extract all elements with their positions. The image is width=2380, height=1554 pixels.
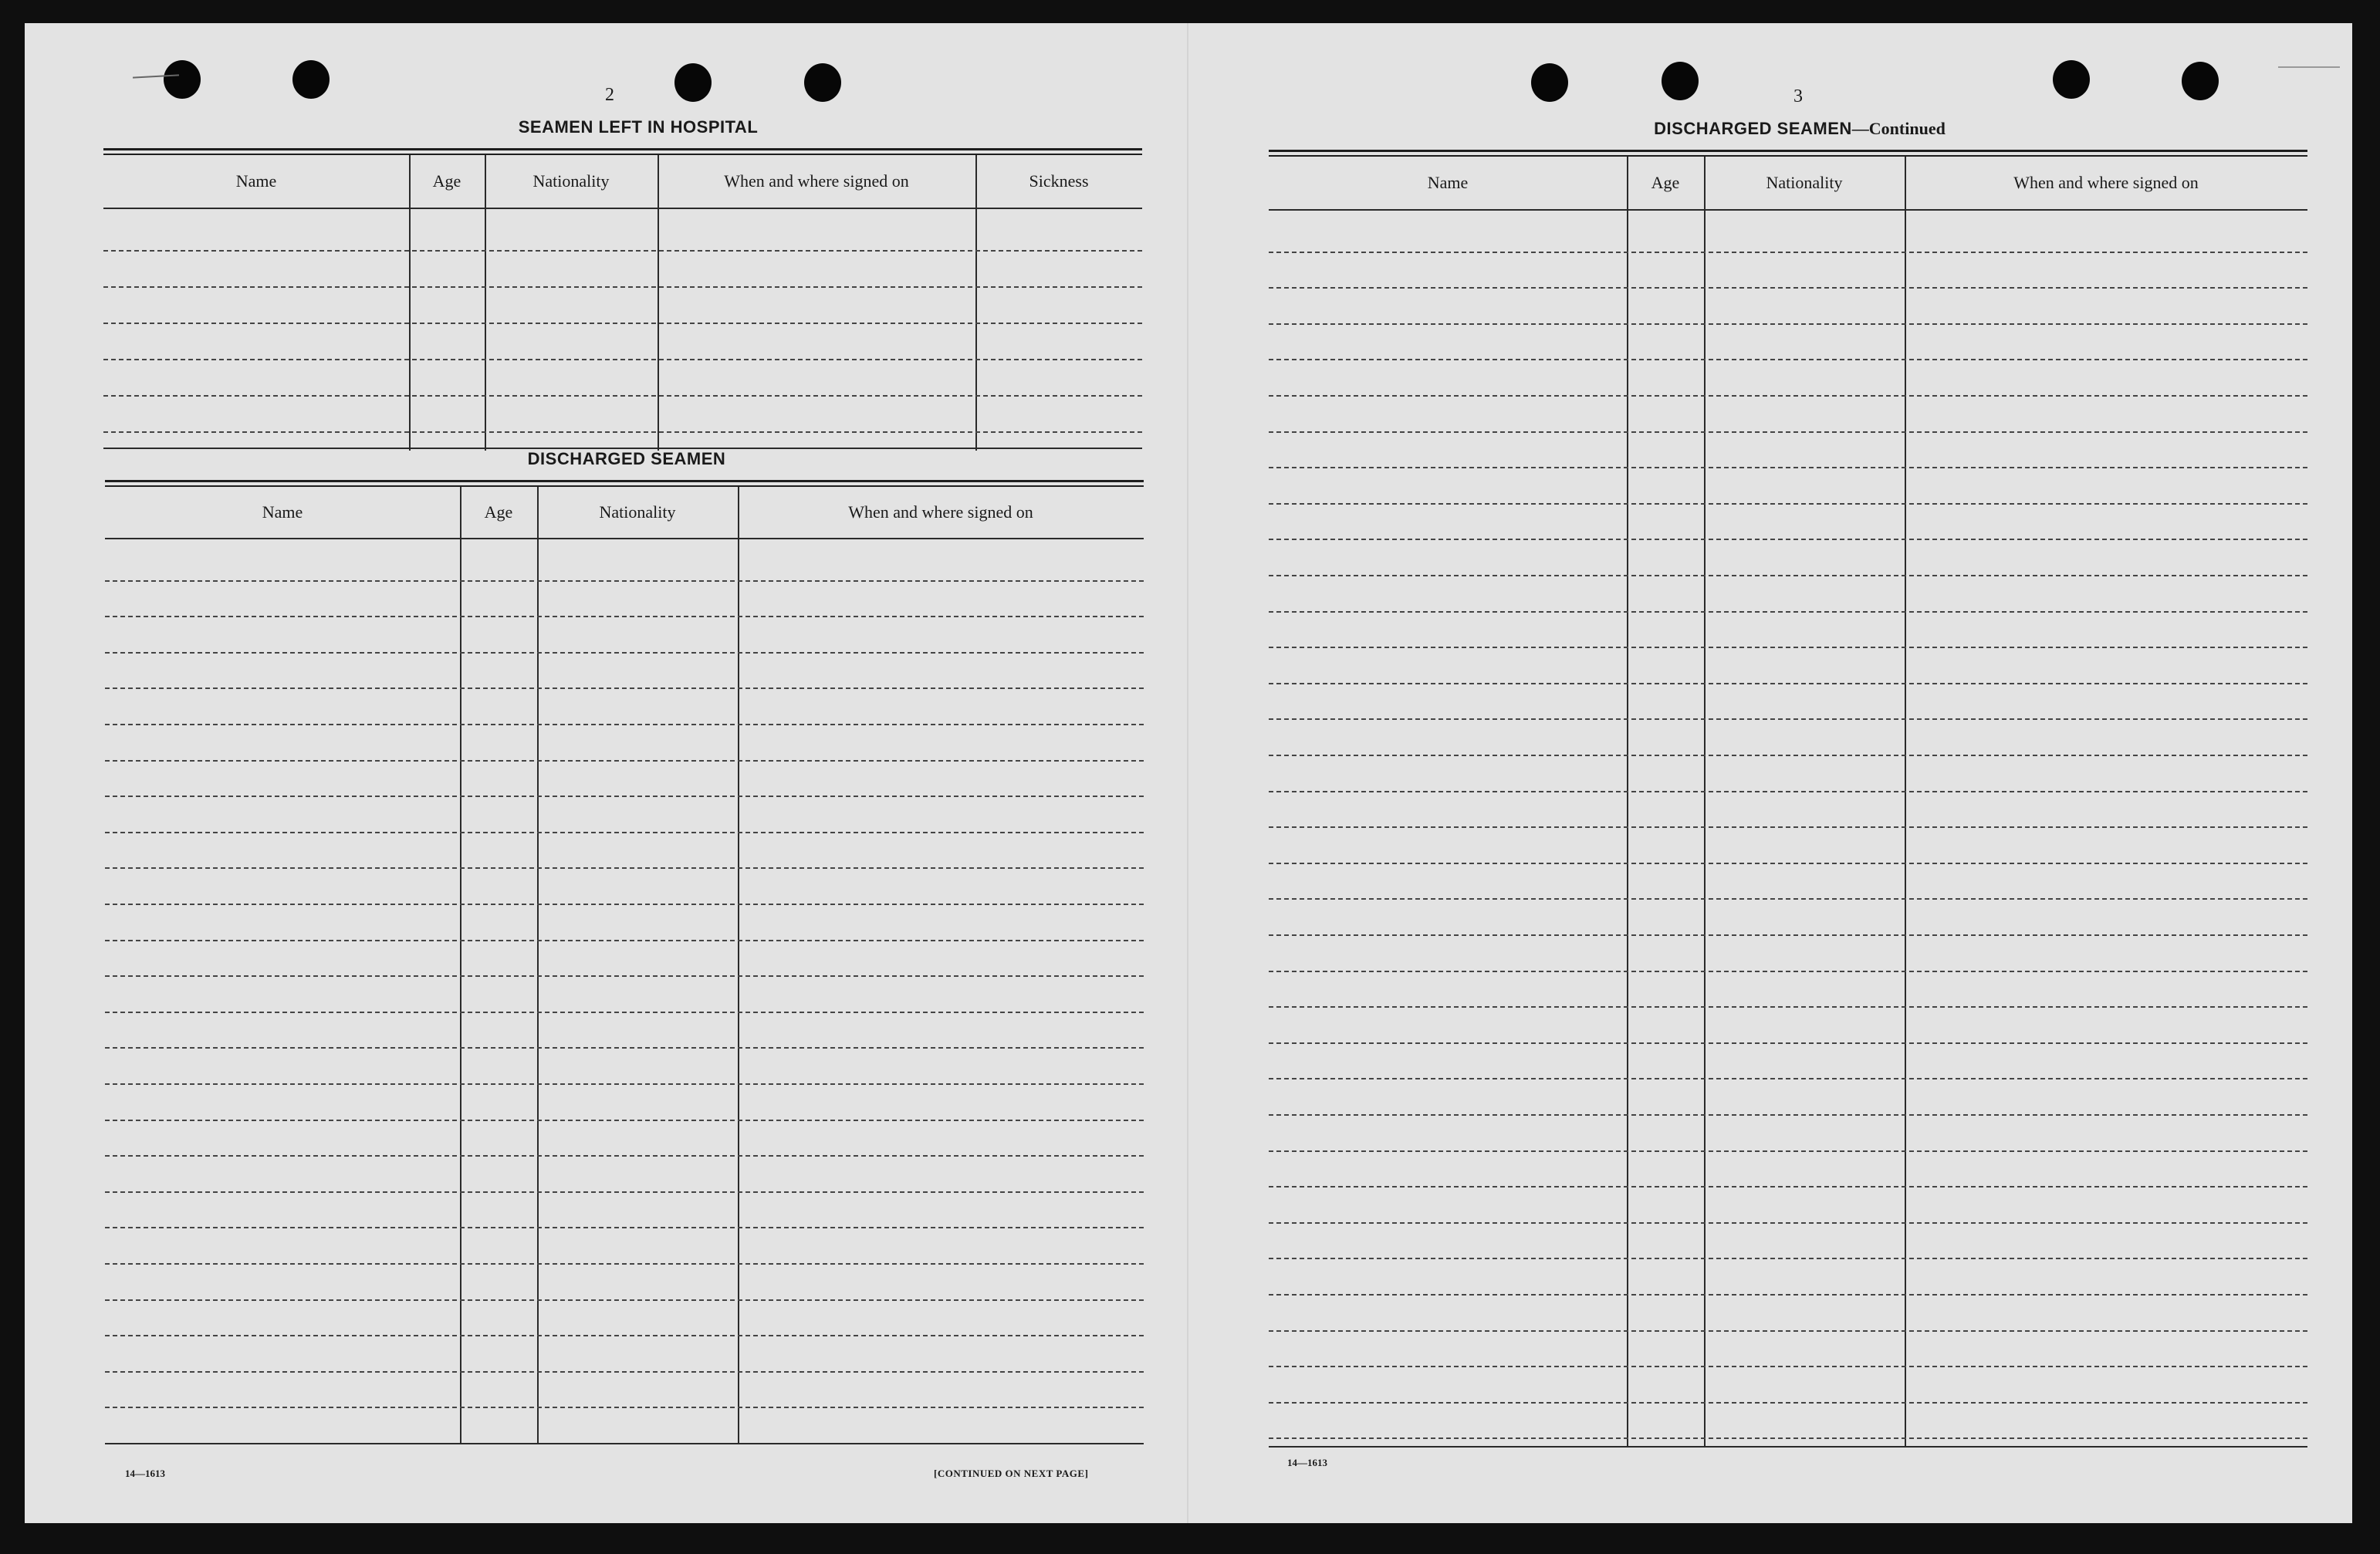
blank-entry-line: [1269, 934, 2307, 936]
blank-entry-line: [105, 796, 1144, 797]
blank-entry-line: [1269, 431, 2307, 433]
blank-entry-line: [1269, 1258, 2307, 1259]
ledger-sheet: [25, 23, 2352, 1523]
pen-mark: [2278, 66, 2340, 68]
blank-entry-line: [105, 580, 1144, 582]
blank-entry-line: [105, 1012, 1144, 1013]
blank-entry-line: [1269, 287, 2307, 289]
blank-entry-line: [105, 1371, 1144, 1373]
column-header-signed-on: When and where signed on: [848, 502, 1033, 522]
blank-entry-line: [1269, 1330, 2307, 1332]
double-rule: [1269, 150, 2307, 157]
blank-entry-line: [1269, 359, 2307, 360]
blank-entry-line: [105, 1191, 1144, 1193]
column-header-signed-on: When and where signed on: [2013, 173, 2199, 192]
blank-entry-line: [1269, 1114, 2307, 1116]
blank-entry-line: [1269, 575, 2307, 576]
column-divider: [1627, 157, 1628, 1448]
punch-hole: [292, 60, 330, 99]
blank-entry-line: [105, 1047, 1144, 1049]
blank-entry-line: [105, 1155, 1144, 1157]
blank-entry-line: [105, 975, 1144, 977]
column-divider: [658, 155, 659, 451]
column-header-age: Age: [1651, 173, 1680, 192]
blank-entry-line: [103, 359, 1142, 360]
blank-entry-line: [1269, 971, 2307, 972]
blank-entry-line: [1269, 1150, 2307, 1152]
form-code: 14—1613: [125, 1468, 165, 1479]
blank-entry-line: [1269, 755, 2307, 756]
blank-entry-line: [105, 687, 1144, 689]
column-header-signed-on: When and where signed on: [724, 171, 909, 191]
blank-entry-line: [1269, 1222, 2307, 1224]
column-divider: [537, 487, 539, 1444]
blank-entry-line: [105, 832, 1144, 833]
column-header-row: [105, 487, 1144, 539]
blank-entry-line: [103, 395, 1142, 397]
blank-entry-line: [103, 323, 1142, 324]
column-header-age: Age: [432, 171, 461, 191]
blank-entry-line: [1269, 1006, 2307, 1008]
column-header-name: Name: [1427, 173, 1469, 192]
blank-entry-line: [1269, 503, 2307, 505]
blank-entry-line: [105, 940, 1144, 941]
blank-entry-line: [1269, 683, 2307, 684]
blank-entry-line: [105, 1227, 1144, 1228]
blank-entry-line: [1269, 611, 2307, 613]
column-header-age: Age: [484, 502, 513, 522]
blank-entry-line: [1269, 467, 2307, 468]
column-header-nationality: Nationality: [1766, 173, 1843, 192]
blank-entry-line: [1269, 898, 2307, 900]
punch-hole: [1662, 62, 1699, 100]
discharged-continued-title: [1614, 119, 1985, 139]
punch-hole: [164, 60, 201, 99]
blank-entry-line: [105, 1335, 1144, 1336]
page-number: 2: [605, 85, 614, 105]
page-number: 3: [1793, 86, 1803, 106]
punch-hole: [674, 63, 712, 102]
punch-hole: [2053, 60, 2090, 99]
column-header-row: [103, 155, 1142, 209]
discharged-continued-ledger: [1269, 150, 2307, 1448]
blank-entry-line: [105, 1407, 1144, 1408]
blank-entry-line: [105, 1083, 1144, 1085]
punch-hole: [1531, 63, 1568, 102]
column-divider: [460, 487, 461, 1444]
blank-entry-line: [1269, 1294, 2307, 1296]
blank-entry-line: [103, 286, 1142, 288]
blank-entry-line: [1269, 791, 2307, 792]
column-header-name: Name: [262, 502, 303, 522]
blank-entry-line: [1269, 718, 2307, 720]
hospital-section-title: SEAMEN LEFT IN HOSPITAL: [518, 117, 759, 137]
column-header-name: Name: [235, 171, 277, 191]
hospital-ledger: [103, 148, 1142, 451]
blank-entry-line: [1269, 1042, 2307, 1044]
blank-entry-line: [1269, 323, 2307, 325]
double-rule: [103, 148, 1142, 155]
bottom-rule: [1269, 1446, 2307, 1448]
section-title-suffix: —Continued: [1851, 119, 1946, 138]
blank-entry-line: [103, 250, 1142, 252]
page-spine: [1187, 23, 1188, 1523]
column-divider: [1704, 157, 1706, 1448]
column-header-nationality: Nationality: [532, 171, 610, 191]
blank-entry-line: [1269, 252, 2307, 253]
bottom-rule: [105, 1443, 1144, 1444]
blank-entry-line: [105, 904, 1144, 905]
blank-entry-line: [1269, 647, 2307, 648]
blank-entry-line: [105, 867, 1144, 869]
blank-entry-line: [103, 431, 1142, 433]
discharged-ledger: [105, 480, 1144, 1444]
blank-entry-line: [105, 1120, 1144, 1121]
form-code: 14—1613: [1287, 1457, 1327, 1468]
discharged-section-title: DISCHARGED SEAMEN: [527, 449, 726, 468]
blank-entry-line: [105, 652, 1144, 654]
punch-hole: [2182, 62, 2219, 100]
blank-entry-line: [105, 1299, 1144, 1301]
blank-entry-line: [1269, 1437, 2307, 1439]
blank-entry-line: [1269, 826, 2307, 828]
column-divider: [975, 155, 977, 451]
blank-entry-line: [105, 724, 1144, 725]
column-header-nationality: Nationality: [599, 502, 676, 522]
punch-hole: [804, 63, 841, 102]
column-divider: [485, 155, 486, 451]
section-title-main: DISCHARGED SEAMEN: [1654, 119, 1852, 138]
blank-entry-line: [1269, 1186, 2307, 1187]
blank-entry-line: [1269, 395, 2307, 397]
column-header-sickness: Sickness: [1029, 171, 1089, 191]
blank-entry-line: [1269, 1366, 2307, 1367]
blank-entry-line: [1269, 539, 2307, 540]
blank-entry-line: [1269, 1402, 2307, 1404]
double-rule: [105, 480, 1144, 487]
column-header-row: [1269, 157, 2307, 211]
blank-entry-line: [1269, 1078, 2307, 1079]
continued-note: [CONTINUED ON NEXT PAGE]: [934, 1468, 1089, 1479]
column-divider: [409, 155, 411, 451]
blank-entry-line: [1269, 863, 2307, 864]
blank-entry-line: [105, 1263, 1144, 1265]
blank-entry-line: [105, 760, 1144, 762]
column-divider: [738, 487, 739, 1444]
blank-entry-line: [105, 616, 1144, 617]
column-divider: [1905, 157, 1906, 1448]
